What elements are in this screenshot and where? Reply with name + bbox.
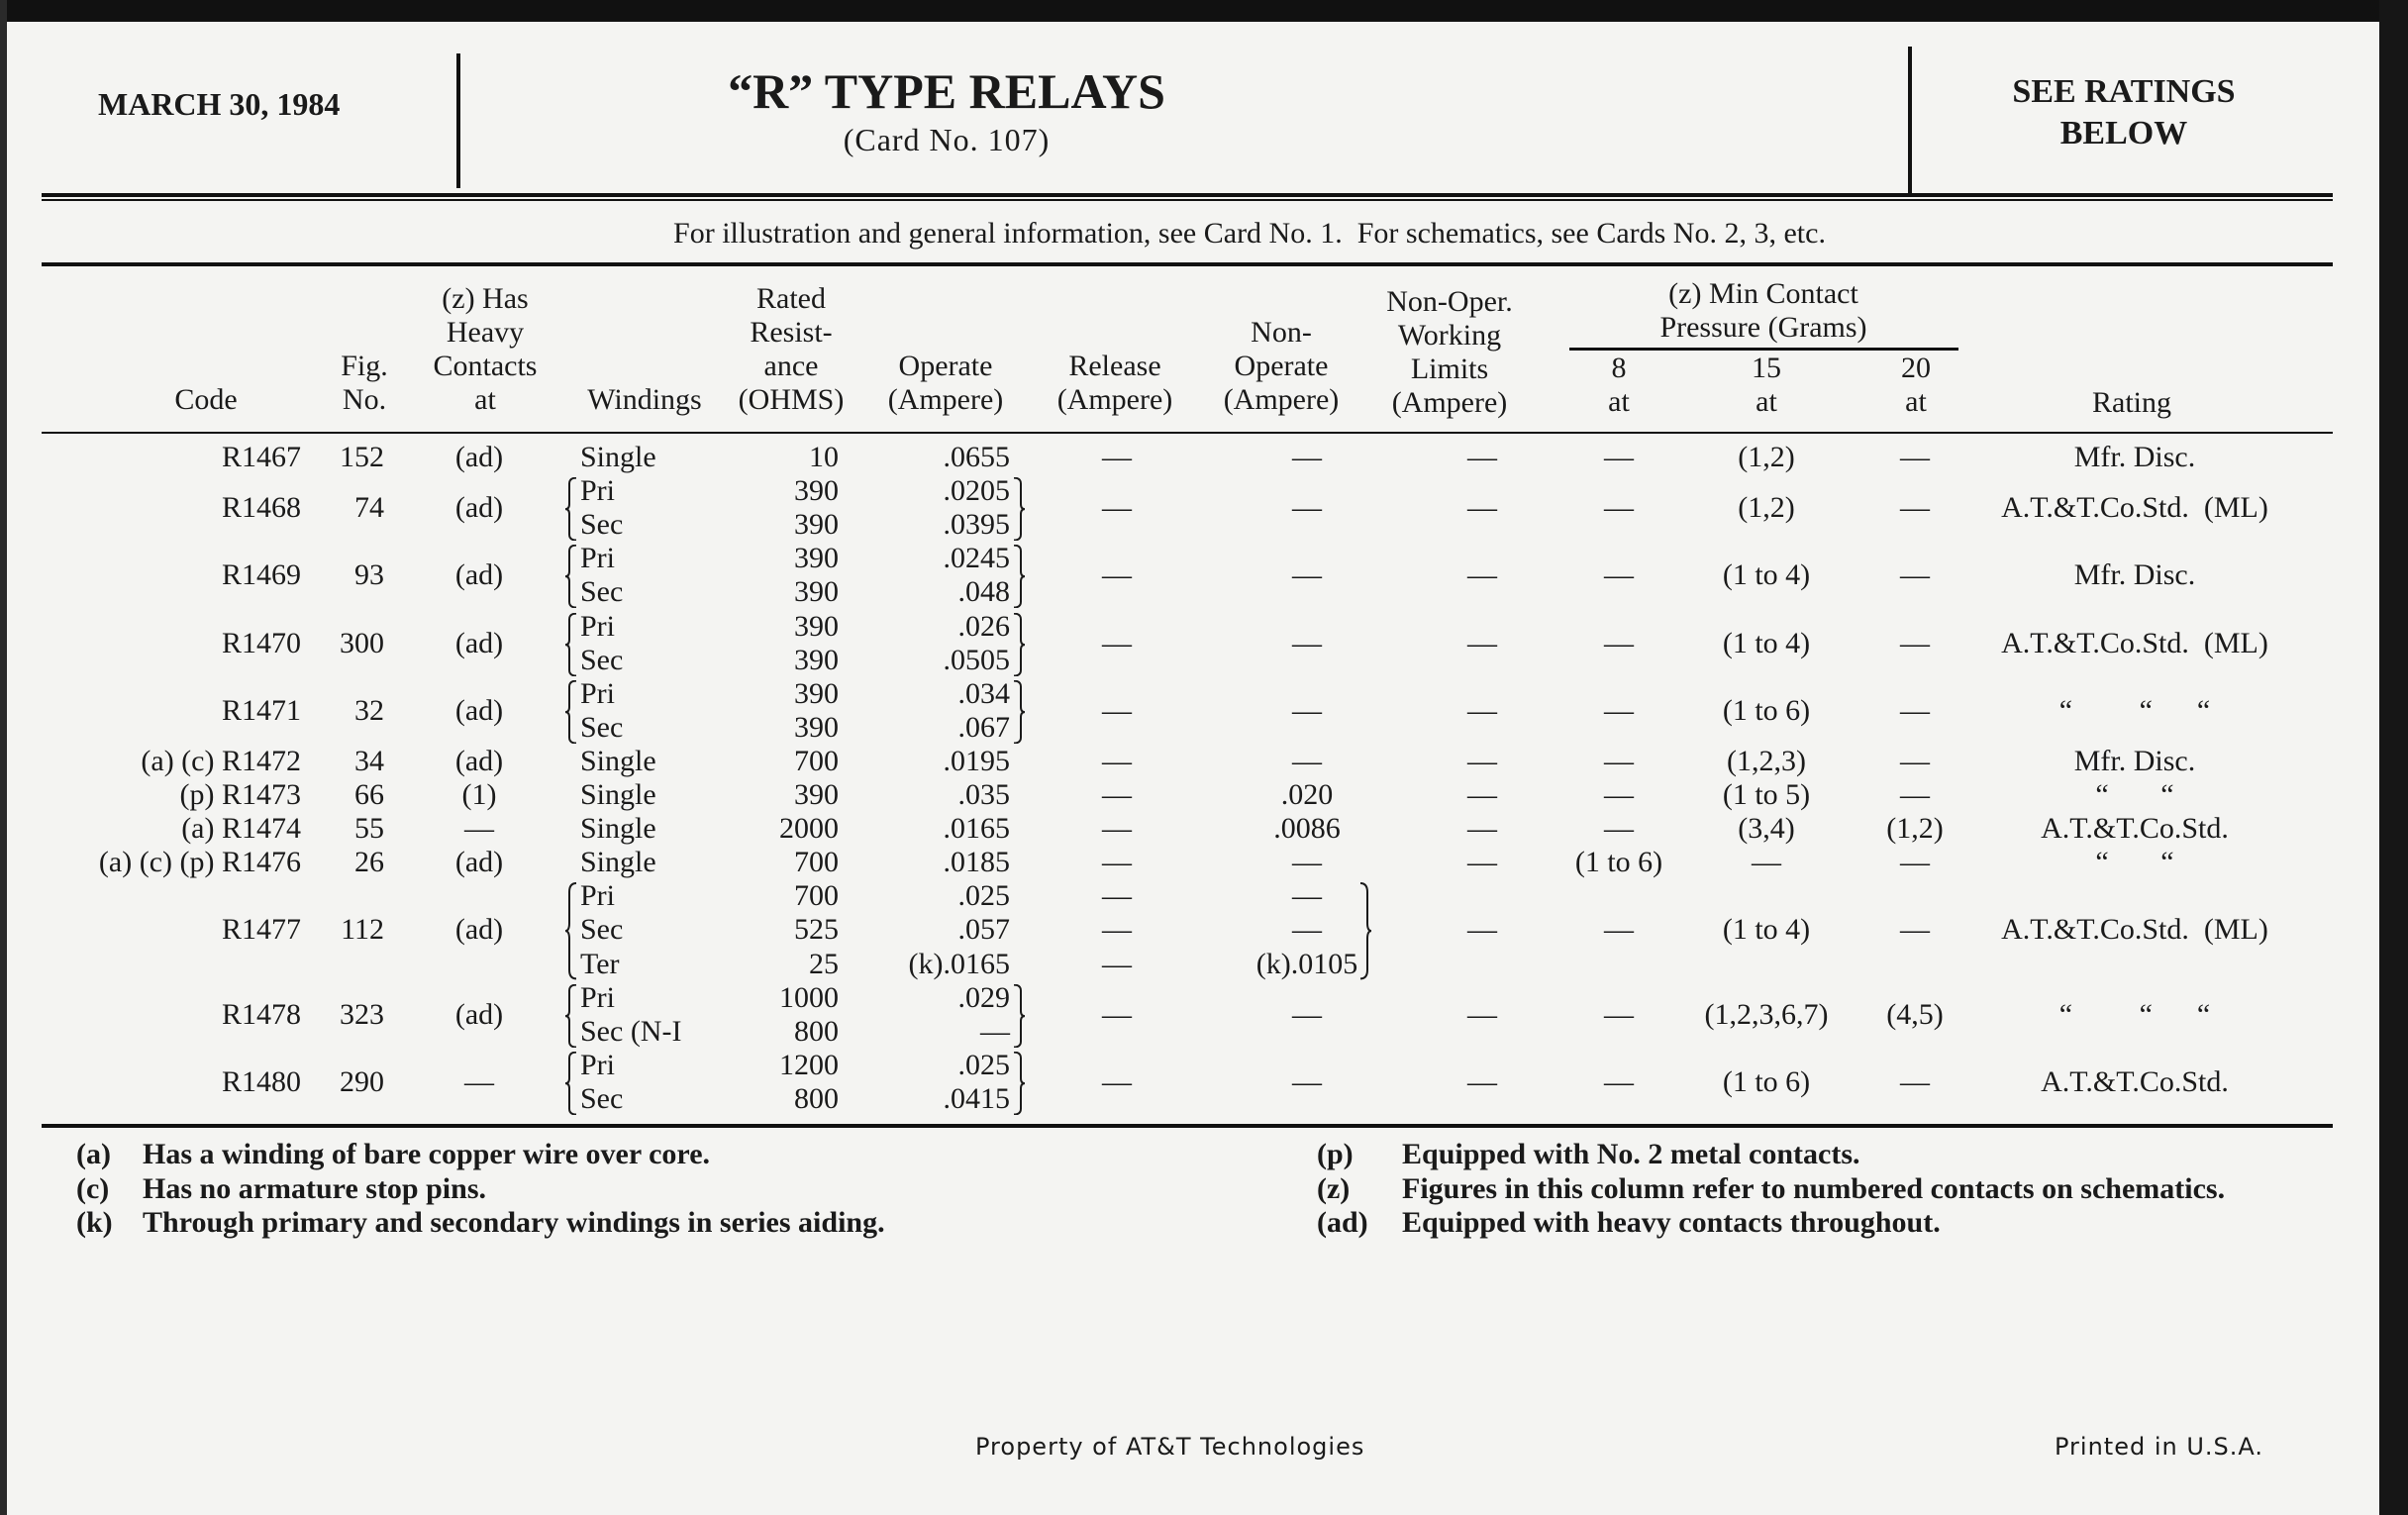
windings-brace [564, 882, 578, 979]
cell-p20: — [1900, 693, 1930, 727]
table-header-rule [42, 432, 2333, 434]
cell-nowl: — [1467, 693, 1497, 727]
col-header-contacts: (z) Has Heavy Contacts at [433, 282, 538, 416]
property-notice: Property of AT&T Technologies [975, 1433, 1365, 1461]
cell-nonop: — [1292, 744, 1322, 777]
cell-contacts: — [464, 1064, 494, 1098]
cell-release: — [1102, 812, 1132, 846]
footnote-text: Has a winding of bare copper wire over core. [143, 1138, 711, 1170]
cell-release: — [1102, 441, 1132, 473]
info-line: For illustration and general information, see Card No. 1. For schematics, see Cards No. 2, 3, etc. [673, 217, 1826, 250]
cell-operate: .067 [957, 710, 1010, 744]
cell-windings: Ter [580, 947, 620, 980]
cell-p8: — [1604, 626, 1634, 659]
cell-rating: Mfr. Disc. [2073, 558, 2196, 592]
cell-windings: Sec [580, 710, 624, 744]
cell-p8: — [1604, 744, 1634, 777]
cell-nowl: — [1467, 491, 1497, 525]
cell-fig: 74 [354, 491, 384, 525]
cell-resistance: 525 [794, 913, 839, 947]
cell-resistance: 390 [794, 676, 839, 710]
col-header-nonoper-working-limits: Non-Oper. Working Limits (Ampere) [1386, 285, 1513, 419]
cell-windings: Sec (N-I [580, 1014, 682, 1048]
cell-contacts: (ad) [454, 693, 504, 727]
column-header-rule [42, 262, 2333, 266]
cell-code: R1471 [221, 693, 301, 727]
cell-windings: Sec [580, 643, 624, 676]
cell-p8: — [1604, 491, 1634, 525]
cell-release: — [1102, 491, 1132, 525]
cell-windings: Single [580, 441, 656, 473]
cell-operate: .0395 [943, 508, 1010, 542]
col-header-min-contact-pressure: (z) Min Contact Pressure (Grams) [1659, 277, 1867, 344]
cell-p20: (1,2) [1886, 812, 1944, 846]
cell-operate: .035 [957, 778, 1010, 811]
cell-release: — [1102, 693, 1132, 727]
cell-code: R1468 [221, 491, 301, 525]
cell-resistance: 390 [794, 474, 839, 508]
cell-contacts: (ad) [454, 997, 504, 1031]
footnote-mark: (z) [1317, 1171, 1351, 1205]
cell-nonop: (k).0105 [1255, 947, 1358, 980]
cell-rating: A.T.&T.Co.Std. (ML) [2001, 491, 2268, 525]
operate-brace [1012, 680, 1026, 744]
card-date: MARCH 30, 1984 [98, 86, 341, 122]
cell-nowl: — [1467, 913, 1497, 947]
cell-contacts: (ad) [454, 441, 504, 473]
pressure-group-underline [1569, 348, 1958, 351]
cell-nowl: — [1467, 1064, 1497, 1098]
cell-nowl: — [1467, 812, 1497, 846]
windings-brace [564, 545, 578, 608]
cell-p20: — [1900, 913, 1930, 947]
cell-rating: A.T.&T.Co.Std. [2041, 1064, 2229, 1098]
cell-windings: Sec [580, 913, 624, 947]
cell-nonop: — [1292, 997, 1322, 1031]
cell-resistance: 390 [794, 575, 839, 609]
cell-windings: Single [580, 846, 656, 879]
cell-operate: (k).0165 [908, 947, 1010, 980]
table-bottom-rule [42, 1124, 2333, 1128]
col-header-windings: Windings [587, 383, 702, 416]
cell-nonop: — [1292, 441, 1322, 473]
cell-nonop: — [1292, 491, 1322, 525]
cell-resistance: 10 [809, 441, 839, 473]
operate-brace [1012, 613, 1026, 676]
cell-contacts: (ad) [454, 846, 504, 879]
cell-nowl: — [1467, 626, 1497, 659]
cell-operate: .034 [957, 676, 1010, 710]
cell-p15: — [1752, 846, 1781, 879]
cell-windings: Single [580, 744, 656, 777]
cell-p15: (1 to 4) [1722, 558, 1811, 592]
ratings-note: SEE RATINGS BELOW [2012, 73, 2236, 152]
cell-resistance: 700 [794, 846, 839, 879]
footnote-mark: (p) [1317, 1138, 1354, 1170]
cell-nowl: — [1467, 778, 1497, 811]
cell-p15: (1,2,3,6,7) [1704, 997, 1829, 1031]
cell-code: (a) (c) R1472 [141, 744, 301, 777]
cell-p8: — [1604, 1064, 1634, 1098]
cell-p20: (4,5) [1886, 997, 1944, 1031]
cell-contacts: (ad) [454, 744, 504, 777]
cell-nowl: — [1467, 744, 1497, 777]
cell-nowl: — [1467, 997, 1497, 1031]
cell-nonop: .0086 [1273, 812, 1341, 846]
cell-operate: — [980, 1014, 1010, 1048]
cell-fig: 112 [341, 913, 384, 947]
cell-windings: Pri [580, 1048, 616, 1081]
cell-operate: .057 [957, 913, 1010, 947]
cell-code: R1470 [221, 626, 301, 659]
col-header-rating: Rating [2092, 386, 2171, 419]
cell-contacts: — [464, 812, 494, 846]
cell-p15: (1 to 4) [1722, 913, 1811, 947]
header-rule-top [42, 193, 2333, 197]
cell-rating: “ “ [2095, 778, 2174, 811]
cell-release: — [1102, 626, 1132, 659]
cell-fig: 93 [354, 558, 384, 592]
footnote-text: Has no armature stop pins. [143, 1171, 486, 1205]
col-header-operate: Operate (Ampere) [887, 350, 1004, 416]
cell-rating: “ “ “ [2058, 693, 2211, 727]
cell-release: — [1102, 558, 1132, 592]
cell-p8: — [1604, 778, 1634, 811]
cell-release: — [1102, 997, 1132, 1031]
windings-brace [564, 613, 578, 676]
cell-resistance: 2000 [779, 812, 839, 846]
cell-p8: — [1604, 693, 1634, 727]
cell-rating: Mfr. Disc. [2073, 441, 2196, 473]
footnote-mark: (k) [76, 1206, 113, 1239]
cell-fig: 32 [354, 693, 384, 727]
cell-operate: .025 [957, 1048, 1010, 1081]
header-divider-right [1908, 47, 1912, 194]
cell-rating: A.T.&T.Co.Std. (ML) [2001, 626, 2268, 659]
cell-release: — [1102, 947, 1132, 980]
footnote-mark: (c) [76, 1171, 110, 1205]
cell-fig: 55 [354, 812, 384, 846]
header-divider-left [456, 53, 460, 188]
col-header-fig: Fig. No. [341, 350, 388, 416]
cell-resistance: 25 [809, 947, 839, 980]
cell-nonop: — [1292, 846, 1322, 879]
cell-nonop: — [1292, 693, 1322, 727]
col-header-release: Release (Ampere) [1056, 350, 1173, 416]
cell-resistance: 390 [794, 609, 839, 643]
cell-p20: — [1900, 744, 1930, 777]
cell-operate: .0655 [943, 441, 1010, 473]
cell-p15: (1 to 6) [1722, 1064, 1811, 1098]
scan-edge-right [2379, 0, 2408, 1515]
footnote-text: Equipped with No. 2 metal contacts. [1402, 1138, 1860, 1170]
cell-release: — [1102, 778, 1132, 811]
cell-p15: (1 to 6) [1722, 693, 1811, 727]
page-title: “R” TYPE RELAYS [728, 63, 1165, 119]
cell-nonop: — [1292, 626, 1322, 659]
cell-resistance: 390 [794, 778, 839, 811]
cell-resistance: 390 [794, 710, 839, 744]
cell-p20: — [1900, 491, 1930, 525]
cell-release: — [1102, 1064, 1132, 1098]
operate-brace [1012, 545, 1026, 608]
cell-fig: 26 [354, 846, 384, 879]
cell-fig: 152 [340, 441, 384, 473]
cell-code: R1480 [221, 1064, 301, 1098]
footnote-mark: (ad) [1317, 1206, 1368, 1239]
cell-resistance: 800 [794, 1014, 839, 1048]
cell-code: (a) R1474 [181, 812, 301, 846]
cell-release: — [1102, 744, 1132, 777]
cell-resistance: 800 [794, 1081, 839, 1115]
cell-nonop: — [1292, 879, 1322, 913]
cell-rating: “ “ “ [2058, 997, 2211, 1031]
cell-operate: .0195 [943, 744, 1010, 777]
cell-p8: — [1604, 913, 1634, 947]
footnote-text: Equipped with heavy contacts throughout. [1402, 1206, 1941, 1239]
cell-release: — [1102, 846, 1132, 879]
cell-p8: — [1604, 812, 1634, 846]
cell-resistance: 700 [794, 879, 839, 913]
scan-edge-top [0, 0, 2408, 22]
cell-operate: .025 [957, 879, 1010, 913]
cell-nonop: .020 [1280, 778, 1334, 811]
cell-windings: Pri [580, 676, 616, 710]
cell-resistance: 390 [794, 508, 839, 542]
cell-windings: Pri [580, 609, 616, 643]
cell-windings: Pri [580, 474, 616, 508]
cell-p8: — [1604, 997, 1634, 1031]
col-header-20-at: 20 at [1901, 352, 1931, 418]
cell-code: R1467 [221, 441, 301, 473]
cell-fig: 300 [340, 626, 384, 659]
cell-p15: (1,2,3) [1727, 744, 1806, 777]
cell-windings: Single [580, 812, 656, 846]
cell-p8: — [1604, 558, 1634, 592]
printed-notice: Printed in U.S.A. [2055, 1433, 2264, 1461]
footnote-text: Through primary and secondary windings in series aiding. [143, 1206, 885, 1239]
cell-p15: (3,4) [1738, 812, 1795, 846]
cell-fig: 290 [340, 1064, 384, 1098]
cell-p20: — [1900, 778, 1930, 811]
cell-nonop: — [1292, 913, 1322, 947]
cell-contacts: (ad) [454, 558, 504, 592]
cell-windings: Single [580, 778, 656, 811]
cell-resistance: 1000 [779, 980, 839, 1014]
scan-edge-left [0, 0, 7, 1515]
cell-p8: — [1604, 441, 1634, 473]
cell-p20: — [1900, 558, 1930, 592]
cell-operate: .026 [957, 609, 1010, 643]
cell-operate: .048 [957, 575, 1010, 609]
cell-rating: Mfr. Disc. [2073, 744, 2196, 777]
cell-contacts: (ad) [454, 913, 504, 947]
cell-release: — [1102, 913, 1132, 947]
cell-p20: — [1900, 626, 1930, 659]
cell-nowl: — [1467, 441, 1497, 473]
col-header-8-at: 8 at [1608, 352, 1630, 418]
windings-brace [564, 477, 578, 541]
cell-p15: (1,2) [1738, 491, 1795, 525]
cell-nonop: — [1292, 558, 1322, 592]
cell-windings: Sec [580, 1081, 624, 1115]
cell-operate: .0415 [943, 1081, 1010, 1115]
cell-operate: .0185 [943, 846, 1010, 879]
cell-fig: 66 [354, 778, 384, 811]
cell-windings: Sec [580, 508, 624, 542]
cell-p15: (1 to 5) [1722, 778, 1811, 811]
cell-fig: 323 [340, 997, 384, 1031]
cell-p8: (1 to 6) [1574, 846, 1663, 879]
cell-fig: 34 [354, 744, 384, 777]
cell-code: (a) (c) (p) R1476 [98, 846, 301, 879]
cell-windings: Pri [580, 542, 616, 575]
col-header-resistance: Rated Resist- ance (OHMS) [738, 282, 845, 416]
cell-p15: (1 to 4) [1722, 626, 1811, 659]
operate-brace [1012, 477, 1026, 541]
cell-release: — [1102, 879, 1132, 913]
cell-nonop: — [1292, 1064, 1322, 1098]
cell-p20: — [1900, 441, 1930, 473]
cell-windings: Sec [580, 575, 624, 609]
cell-operate: .0245 [943, 542, 1010, 575]
cell-windings: Pri [580, 980, 616, 1014]
cell-operate: .0165 [943, 812, 1010, 846]
cell-operate: .0205 [943, 474, 1010, 508]
footnote-text: Figures in this column refer to numbered contacts on schematics. [1402, 1171, 2226, 1205]
cell-nowl: — [1467, 846, 1497, 879]
cell-code: R1478 [221, 997, 301, 1031]
cell-code: R1477 [221, 913, 301, 947]
windings-brace [564, 1052, 578, 1115]
operate-brace [1012, 1052, 1026, 1115]
operate-brace [1012, 984, 1026, 1048]
cell-contacts: (ad) [454, 626, 504, 659]
cell-p20: — [1900, 846, 1930, 879]
cell-resistance: 390 [794, 643, 839, 676]
cell-code: (p) R1473 [179, 778, 301, 811]
cell-resistance: 390 [794, 542, 839, 575]
footnote-mark: (a) [76, 1138, 111, 1170]
cell-operate: .0505 [943, 643, 1010, 676]
cell-nowl: — [1467, 558, 1497, 592]
nonoperate-brace [1358, 882, 1372, 979]
cell-rating: A.T.&T.Co.Std. (ML) [2001, 913, 2268, 947]
windings-brace [564, 680, 578, 744]
cell-resistance: 1200 [779, 1048, 839, 1081]
cell-contacts: (ad) [454, 491, 504, 525]
header-rule-second [42, 199, 2333, 201]
cell-resistance: 700 [794, 744, 839, 777]
col-header-15-at: 15 at [1752, 352, 1781, 418]
cell-contacts: (1) [461, 778, 497, 811]
cell-windings: Pri [580, 879, 616, 913]
cell-p15: (1,2) [1738, 441, 1795, 473]
cell-code: R1469 [221, 558, 301, 592]
cell-rating: “ “ [2095, 846, 2174, 879]
col-header-nonoperate: Non- Operate (Ampere) [1223, 316, 1340, 416]
cell-rating: A.T.&T.Co.Std. [2041, 812, 2229, 846]
cell-operate: .029 [957, 980, 1010, 1014]
windings-brace [564, 984, 578, 1048]
col-header-code: Code [174, 383, 238, 416]
cell-p20: — [1900, 1064, 1930, 1098]
card-number: (Card No. 107) [843, 122, 1051, 157]
